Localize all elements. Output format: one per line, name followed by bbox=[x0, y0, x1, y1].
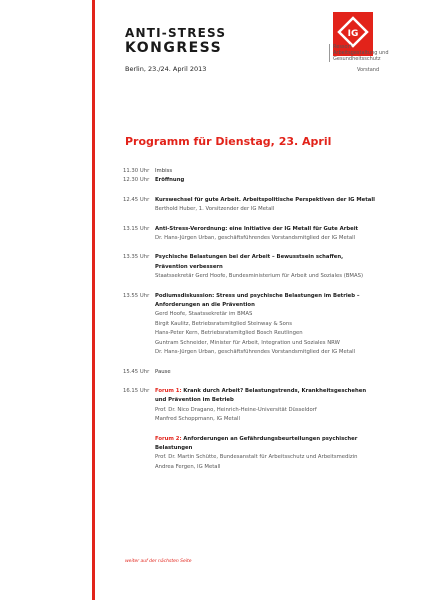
panelist: Dr. Hans-Jürgen Urban, geschäftsführendes Vorstandsmitglied der IG Metall bbox=[155, 349, 356, 356]
title-line-2: KONGRESS bbox=[125, 40, 223, 56]
speaker: Dr. Hans-Jürgen Urban, geschäftsführendes Vorstandsmitglied der IG Metall bbox=[155, 235, 356, 242]
agenda-item bbox=[123, 225, 408, 244]
speaker: Prof. Dr. Nico Dragano, Heinrich-Heine-Universität Düsseldorf bbox=[155, 406, 317, 413]
agenda-title-cont: und Prävention im Betrieb bbox=[155, 397, 234, 404]
agenda-item bbox=[123, 368, 408, 377]
agenda-time: 13.15 Uhr bbox=[123, 225, 150, 232]
agenda-title-cont: Anforderungen an die Prävention bbox=[155, 302, 255, 309]
agenda-time: 16.15 Uhr bbox=[123, 387, 150, 394]
org-line: Gesundheitsschutz bbox=[333, 56, 381, 62]
agenda-time: 11.30 Uhr bbox=[123, 168, 150, 174]
agenda-time: 15.45 Uhr bbox=[123, 368, 150, 375]
continued-note: weiter auf der nächsten Seite bbox=[125, 559, 192, 564]
agenda-title: Kurswechsel für gute Arbeit. Arbeitspolitische Perspektiven der IG Metall bbox=[155, 196, 375, 203]
org-line: Ressort bbox=[333, 44, 352, 50]
forum-label: Forum 1: bbox=[155, 387, 182, 394]
agenda-time: 12.30 Uhr bbox=[123, 177, 150, 184]
agenda-title: Anforderungen an Gefährdungsbeurteilungen psychischer bbox=[183, 435, 358, 442]
speaker: Prof. Dr. Martin Schütte, Bundesanstalt für Arbeitsschutz und Arbeitsmedizin bbox=[155, 454, 358, 461]
agenda-title: Anti-Stress-Verordnung: eine Initiative der IG Metall für Gute Arbeit bbox=[155, 225, 359, 232]
forum-label: Forum 2: bbox=[155, 435, 182, 442]
agenda-item bbox=[123, 167, 408, 176]
agenda-title: Imbiss bbox=[155, 168, 173, 174]
agenda-title: Eröffnung bbox=[155, 177, 185, 184]
agenda-item bbox=[123, 196, 408, 215]
congress-title bbox=[125, 27, 226, 55]
program-title: Programm für Dienstag, 23. April bbox=[125, 135, 332, 148]
agenda-time: 13.35 Uhr bbox=[123, 254, 150, 261]
event-date: Berlin, 23./24. April 2013 bbox=[125, 65, 207, 73]
agenda-time: 12.45 Uhr bbox=[123, 196, 150, 203]
agenda-title-cont: Prävention verbessern bbox=[155, 263, 223, 270]
org-line: Arbeitsgestaltung und bbox=[333, 50, 389, 56]
agenda-time: 13.55 Uhr bbox=[123, 292, 150, 299]
panelist: Birgit Kaulitz, Betriebsratsmitglied Steinway & Sons bbox=[155, 320, 292, 327]
speaker: Manfred Schoppmann, IG Metall bbox=[155, 416, 240, 423]
agenda-title: Pause bbox=[155, 368, 171, 375]
agenda-item bbox=[123, 176, 408, 185]
agenda-title-cont: Belastungen bbox=[155, 444, 193, 451]
panelist: Gerd Hoofe, Staatssekretär im BMAS bbox=[155, 311, 253, 318]
org-block bbox=[329, 44, 389, 73]
agenda-item bbox=[123, 253, 408, 281]
red-margin-line bbox=[92, 0, 95, 600]
speaker: Berthold Huber, 1. Vorsitzender der IG Metall bbox=[155, 206, 275, 213]
title-line-1: ANTI-STRESS bbox=[125, 26, 227, 40]
org-vorstand: Vorstand bbox=[357, 67, 380, 73]
agenda bbox=[123, 167, 408, 472]
agenda-time bbox=[123, 435, 155, 473]
panelist: Guntram Schneider, Minister für Arbeit, Integration und Soziales NRW bbox=[155, 339, 340, 346]
agenda-item bbox=[123, 292, 408, 358]
agenda-item bbox=[123, 435, 408, 473]
logo-text: IG bbox=[347, 29, 359, 39]
speaker: Staatssekretär Gerd Hoofe, Bundesministerium für Arbeit und Soziales (BMAS) bbox=[155, 273, 364, 280]
agenda-title: Psychische Belastungen bei der Arbeit – Bewusstsein schaffen, bbox=[155, 254, 344, 261]
agenda-title: Krank durch Arbeit? Belastungstrends, Krankheitsgeschehen bbox=[183, 387, 367, 394]
panelist: Hans-Peter Kern, Betriebsratsmitglied Bosch Reutlingen bbox=[155, 330, 303, 337]
speaker: Andrea Fergen, IG Metall bbox=[155, 463, 221, 470]
agenda-title: Podiumsdiskussion: Stress und psychische Belastungen im Betrieb – bbox=[155, 292, 360, 299]
agenda-item bbox=[123, 387, 408, 425]
